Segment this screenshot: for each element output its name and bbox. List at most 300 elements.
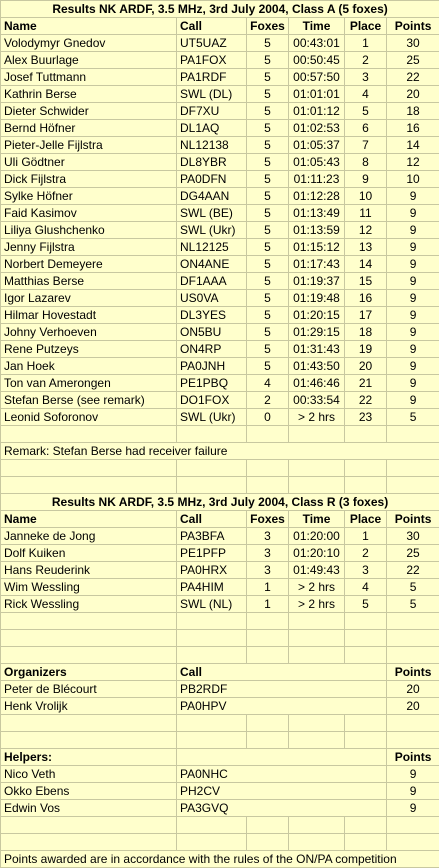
finish-time: > 2 hrs bbox=[289, 596, 345, 613]
foxes-found: 5 bbox=[247, 341, 289, 358]
result-row bbox=[1, 290, 439, 307]
finish-time: 01:49:43 bbox=[289, 562, 345, 579]
competitor-name: Ton van Amerongen bbox=[1, 375, 177, 392]
competitor-call: PA3BFA bbox=[177, 528, 247, 545]
finish-time: 01:29:15 bbox=[289, 324, 345, 341]
organizer-row bbox=[1, 698, 439, 715]
empty-cell bbox=[289, 647, 345, 664]
header-foxes: Foxes bbox=[247, 18, 289, 35]
competitor-call: ON5BU bbox=[177, 324, 247, 341]
empty-cell bbox=[1, 426, 177, 443]
helper-row bbox=[1, 783, 439, 800]
points: 9 bbox=[387, 290, 439, 307]
place: 20 bbox=[345, 358, 387, 375]
place: 3 bbox=[345, 562, 387, 579]
blank-row bbox=[1, 834, 439, 851]
competitor-name: Johny Verhoeven bbox=[1, 324, 177, 341]
empty-cell bbox=[1, 817, 177, 834]
header-place: Place bbox=[345, 511, 387, 528]
competitor-name: Wim Wessling bbox=[1, 579, 177, 596]
helper-points: 9 bbox=[387, 766, 439, 783]
competitor-call: NL12125 bbox=[177, 239, 247, 256]
result-row bbox=[1, 358, 439, 375]
finish-time: > 2 hrs bbox=[289, 579, 345, 596]
empty-cell bbox=[247, 715, 289, 732]
points: 16 bbox=[387, 120, 439, 137]
competitor-name: Bernd Höfner bbox=[1, 120, 177, 137]
finish-time: 01:02:53 bbox=[289, 120, 345, 137]
empty-cell bbox=[345, 732, 387, 749]
points: 10 bbox=[387, 171, 439, 188]
competitor-name: Jenny Fijlstra bbox=[1, 239, 177, 256]
result-row bbox=[1, 545, 439, 562]
helper-call: PA0NHC bbox=[177, 766, 387, 783]
empty-cell bbox=[247, 834, 289, 851]
result-row bbox=[1, 52, 439, 69]
finish-time: 00:50:45 bbox=[289, 52, 345, 69]
helper-row bbox=[1, 800, 439, 817]
place: 2 bbox=[345, 52, 387, 69]
competitor-call: ON4ANE bbox=[177, 256, 247, 273]
empty-cell bbox=[387, 715, 439, 732]
empty-cell bbox=[177, 834, 247, 851]
foxes-found: 5 bbox=[247, 137, 289, 154]
competitor-name: Faid Kasimov bbox=[1, 205, 177, 222]
result-row bbox=[1, 562, 439, 579]
points: 9 bbox=[387, 222, 439, 239]
finish-time: 01:13:49 bbox=[289, 205, 345, 222]
competitor-call: SWL (Ukr) bbox=[177, 222, 247, 239]
helper-row bbox=[1, 766, 439, 783]
place: 15 bbox=[345, 273, 387, 290]
foxes-found: 5 bbox=[247, 171, 289, 188]
header-row bbox=[1, 18, 439, 35]
result-row bbox=[1, 171, 439, 188]
points: 5 bbox=[387, 596, 439, 613]
foxes-found: 5 bbox=[247, 188, 289, 205]
empty-cell bbox=[289, 477, 345, 494]
foxes-found: 5 bbox=[247, 239, 289, 256]
header-call: Call bbox=[177, 18, 247, 35]
finish-time: 01:31:43 bbox=[289, 341, 345, 358]
empty-cell bbox=[1, 477, 177, 494]
empty-cell bbox=[387, 647, 439, 664]
blank-row bbox=[1, 630, 439, 647]
result-row bbox=[1, 409, 439, 426]
points: 5 bbox=[387, 579, 439, 596]
competitor-call: PA4HIM bbox=[177, 579, 247, 596]
empty-cell bbox=[387, 732, 439, 749]
section-title-row bbox=[1, 494, 439, 511]
empty-cell bbox=[289, 426, 345, 443]
empty-cell bbox=[1, 647, 177, 664]
foxes-found: 0 bbox=[247, 409, 289, 426]
result-row bbox=[1, 307, 439, 324]
helper-name: Okko Ebens bbox=[1, 783, 177, 800]
organizer-call: PB2RDF bbox=[177, 681, 387, 698]
header-points: Points bbox=[387, 18, 439, 35]
header-time: Time bbox=[289, 18, 345, 35]
result-row bbox=[1, 205, 439, 222]
place: 6 bbox=[345, 120, 387, 137]
finish-time: 00:33:54 bbox=[289, 392, 345, 409]
place: 11 bbox=[345, 205, 387, 222]
competitor-name: Matthias Berse bbox=[1, 273, 177, 290]
result-row bbox=[1, 86, 439, 103]
points: 14 bbox=[387, 137, 439, 154]
result-row bbox=[1, 239, 439, 256]
competitor-call: US0VA bbox=[177, 290, 247, 307]
blank-row bbox=[1, 715, 439, 732]
result-row bbox=[1, 273, 439, 290]
finish-time: 01:19:48 bbox=[289, 290, 345, 307]
helpers-points-header: Points bbox=[387, 749, 439, 766]
competitor-call: PE1PFP bbox=[177, 545, 247, 562]
result-row bbox=[1, 596, 439, 613]
organizer-call: PA0HPV bbox=[177, 698, 387, 715]
organizer-points: 20 bbox=[387, 681, 439, 698]
points: 9 bbox=[387, 358, 439, 375]
points: 9 bbox=[387, 307, 439, 324]
helper-points: 9 bbox=[387, 783, 439, 800]
header-name: Name bbox=[1, 18, 177, 35]
place: 1 bbox=[345, 35, 387, 52]
result-row bbox=[1, 324, 439, 341]
competitor-name: Alex Buurlage bbox=[1, 52, 177, 69]
foxes-found: 5 bbox=[247, 358, 289, 375]
empty-cell bbox=[345, 460, 387, 477]
foxes-found: 2 bbox=[247, 392, 289, 409]
empty-cell bbox=[289, 817, 345, 834]
helper-points: 9 bbox=[387, 800, 439, 817]
empty-cell bbox=[177, 630, 247, 647]
finish-time: 01:43:50 bbox=[289, 358, 345, 375]
organizers-header-row bbox=[1, 664, 439, 681]
section-title-row bbox=[1, 1, 439, 18]
empty-cell bbox=[387, 426, 439, 443]
points: 9 bbox=[387, 324, 439, 341]
helper-name: Edwin Vos bbox=[1, 800, 177, 817]
empty-cell bbox=[177, 647, 247, 664]
competitor-name: Kathrin Berse bbox=[1, 86, 177, 103]
finish-time: 01:15:12 bbox=[289, 239, 345, 256]
empty-cell bbox=[1, 732, 177, 749]
place: 3 bbox=[345, 69, 387, 86]
result-row bbox=[1, 341, 439, 358]
empty-cell bbox=[1, 834, 177, 851]
helpers-label: Helpers: bbox=[1, 749, 177, 766]
points: 9 bbox=[387, 273, 439, 290]
competitor-name: Pieter-Jelle Fijlstra bbox=[1, 137, 177, 154]
empty-cell bbox=[387, 613, 439, 630]
header-name: Name bbox=[1, 511, 177, 528]
foxes-found: 5 bbox=[247, 324, 289, 341]
place: 5 bbox=[345, 596, 387, 613]
finish-time: 01:46:46 bbox=[289, 375, 345, 392]
place: 4 bbox=[345, 86, 387, 103]
empty-cell bbox=[345, 817, 387, 834]
competitor-name: Uli Gödtner bbox=[1, 154, 177, 171]
finish-time: 01:12:28 bbox=[289, 188, 345, 205]
points: 12 bbox=[387, 154, 439, 171]
footer-note: Points awarded are in accordance with the rules of the ON/PA competition bbox=[1, 851, 439, 868]
organizer-name: Peter de Blécourt bbox=[1, 681, 177, 698]
competitor-call: PA1FOX bbox=[177, 52, 247, 69]
foxes-found: 5 bbox=[247, 120, 289, 137]
place: 5 bbox=[345, 103, 387, 120]
result-row bbox=[1, 375, 439, 392]
place: 12 bbox=[345, 222, 387, 239]
empty-cell bbox=[177, 426, 247, 443]
foxes-found: 3 bbox=[247, 528, 289, 545]
blank-row bbox=[1, 647, 439, 664]
points: 22 bbox=[387, 69, 439, 86]
empty-cell bbox=[1, 630, 177, 647]
result-row bbox=[1, 579, 439, 596]
competitor-call: UT5UAZ bbox=[177, 35, 247, 52]
result-row bbox=[1, 222, 439, 239]
competitor-call: DL1AQ bbox=[177, 120, 247, 137]
finish-time: 01:11:23 bbox=[289, 171, 345, 188]
finish-time: 01:13:59 bbox=[289, 222, 345, 239]
points: 9 bbox=[387, 392, 439, 409]
empty-cell bbox=[289, 630, 345, 647]
place: 1 bbox=[345, 528, 387, 545]
result-row bbox=[1, 137, 439, 154]
organizers-label: Organizers bbox=[1, 664, 177, 681]
place: 17 bbox=[345, 307, 387, 324]
place: 9 bbox=[345, 171, 387, 188]
foxes-found: 4 bbox=[247, 375, 289, 392]
foxes-found: 5 bbox=[247, 290, 289, 307]
empty-cell bbox=[247, 426, 289, 443]
blank-row bbox=[1, 613, 439, 630]
empty-cell bbox=[387, 460, 439, 477]
competitor-name: Igor Lazarev bbox=[1, 290, 177, 307]
place: 13 bbox=[345, 239, 387, 256]
points: 9 bbox=[387, 205, 439, 222]
competitor-name: Stefan Berse (see remark) bbox=[1, 392, 177, 409]
empty-cell bbox=[177, 732, 247, 749]
competitor-call: DO1FOX bbox=[177, 392, 247, 409]
competitor-call: PE1PBQ bbox=[177, 375, 247, 392]
foxes-found: 3 bbox=[247, 562, 289, 579]
place: 8 bbox=[345, 154, 387, 171]
place: 16 bbox=[345, 290, 387, 307]
empty-cell bbox=[247, 460, 289, 477]
place: 18 bbox=[345, 324, 387, 341]
place: 10 bbox=[345, 188, 387, 205]
points: 30 bbox=[387, 35, 439, 52]
competitor-call: PA0JNH bbox=[177, 358, 247, 375]
finish-time: 00:43:01 bbox=[289, 35, 345, 52]
finish-time: 01:17:43 bbox=[289, 256, 345, 273]
remark-row bbox=[1, 443, 439, 460]
finish-time: > 2 hrs bbox=[289, 409, 345, 426]
header-place: Place bbox=[345, 18, 387, 35]
competitor-name: Volodymyr Gnedov bbox=[1, 35, 177, 52]
empty-cell bbox=[345, 477, 387, 494]
competitor-name: Jan Hoek bbox=[1, 358, 177, 375]
helpers-header-row bbox=[1, 749, 439, 766]
result-row bbox=[1, 256, 439, 273]
blank-row bbox=[1, 477, 439, 494]
empty-cell bbox=[345, 715, 387, 732]
helper-name: Nico Veth bbox=[1, 766, 177, 783]
competitor-call: SWL (DL) bbox=[177, 86, 247, 103]
foxes-found: 5 bbox=[247, 205, 289, 222]
competitor-name: Leonid Soforonov bbox=[1, 409, 177, 426]
organizer-name: Henk Vrolijk bbox=[1, 698, 177, 715]
finish-time: 01:19:37 bbox=[289, 273, 345, 290]
organizer-points: 20 bbox=[387, 698, 439, 715]
competitor-call: SWL (BE) bbox=[177, 205, 247, 222]
empty-cell bbox=[247, 647, 289, 664]
empty-cell bbox=[387, 477, 439, 494]
competitor-call: DL8YBR bbox=[177, 154, 247, 171]
competitor-call: DG4AAN bbox=[177, 188, 247, 205]
empty-cell bbox=[1, 613, 177, 630]
empty-cell bbox=[289, 732, 345, 749]
empty-cell bbox=[177, 613, 247, 630]
empty-cell bbox=[387, 834, 439, 851]
empty-cell bbox=[177, 477, 247, 494]
finish-time: 01:01:01 bbox=[289, 86, 345, 103]
empty-cell bbox=[345, 613, 387, 630]
foxes-found: 5 bbox=[247, 69, 289, 86]
competitor-name: Josef Tuttmann bbox=[1, 69, 177, 86]
empty-cell bbox=[345, 630, 387, 647]
helper-call: PH2CV bbox=[177, 783, 387, 800]
helper-call: PA3GVQ bbox=[177, 800, 387, 817]
blank-row bbox=[1, 460, 439, 477]
result-row bbox=[1, 35, 439, 52]
finish-time: 01:05:43 bbox=[289, 154, 345, 171]
points: 18 bbox=[387, 103, 439, 120]
competitor-call: DF1AAA bbox=[177, 273, 247, 290]
competitor-name: Rene Putzeys bbox=[1, 341, 177, 358]
empty-cell bbox=[289, 460, 345, 477]
points: 25 bbox=[387, 52, 439, 69]
header-time: Time bbox=[289, 511, 345, 528]
organizers-points-header: Points bbox=[387, 664, 439, 681]
place: 2 bbox=[345, 545, 387, 562]
foxes-found: 5 bbox=[247, 154, 289, 171]
competitor-name: Rick Wessling bbox=[1, 596, 177, 613]
competitor-name: Liliya Glushchenko bbox=[1, 222, 177, 239]
competitor-name: Hilmar Hovestadt bbox=[1, 307, 177, 324]
empty-cell bbox=[247, 613, 289, 630]
empty-cell bbox=[387, 817, 439, 834]
points: 9 bbox=[387, 341, 439, 358]
result-row bbox=[1, 154, 439, 171]
empty-cell bbox=[247, 817, 289, 834]
foxes-found: 1 bbox=[247, 579, 289, 596]
foxes-found: 5 bbox=[247, 222, 289, 239]
section-title: Results NK ARDF, 3.5 MHz, 3rd July 2004, Class A (5 foxes) bbox=[1, 1, 439, 18]
empty-cell bbox=[345, 426, 387, 443]
points: 9 bbox=[387, 188, 439, 205]
competitor-call: SWL (NL) bbox=[177, 596, 247, 613]
competitor-call: DF7XU bbox=[177, 103, 247, 120]
competitor-call: ON4RP bbox=[177, 341, 247, 358]
blank-row bbox=[1, 732, 439, 749]
blank-row bbox=[1, 426, 439, 443]
empty-cell bbox=[247, 732, 289, 749]
place: 14 bbox=[345, 256, 387, 273]
foxes-found: 5 bbox=[247, 307, 289, 324]
empty-cell bbox=[247, 630, 289, 647]
competitor-name: Sylke Höfner bbox=[1, 188, 177, 205]
result-row bbox=[1, 103, 439, 120]
section-title: Results NK ARDF, 3.5 MHz, 3rd July 2004, Class R (3 foxes) bbox=[1, 494, 439, 511]
points: 9 bbox=[387, 375, 439, 392]
competitor-name: Janneke de Jong bbox=[1, 528, 177, 545]
competitor-call: DL3YES bbox=[177, 307, 247, 324]
header-foxes: Foxes bbox=[247, 511, 289, 528]
result-row bbox=[1, 120, 439, 137]
footer-row bbox=[1, 851, 439, 868]
place: 21 bbox=[345, 375, 387, 392]
competitor-call: PA0HRX bbox=[177, 562, 247, 579]
empty-cell bbox=[247, 477, 289, 494]
header-points: Points bbox=[387, 511, 439, 528]
result-row bbox=[1, 528, 439, 545]
empty-cell bbox=[1, 715, 177, 732]
header-row bbox=[1, 511, 439, 528]
competitor-call: PA0DFN bbox=[177, 171, 247, 188]
organizers-call-header: Call bbox=[177, 664, 387, 681]
organizer-row bbox=[1, 681, 439, 698]
empty-cell bbox=[177, 749, 387, 766]
points: 30 bbox=[387, 528, 439, 545]
foxes-found: 5 bbox=[247, 86, 289, 103]
empty-cell bbox=[177, 460, 247, 477]
competitor-call: SWL (Ukr) bbox=[177, 409, 247, 426]
points: 5 bbox=[387, 409, 439, 426]
empty-cell bbox=[289, 613, 345, 630]
empty-cell bbox=[1, 460, 177, 477]
competitor-name: Dick Fijlstra bbox=[1, 171, 177, 188]
result-row bbox=[1, 188, 439, 205]
foxes-found: 1 bbox=[247, 596, 289, 613]
competitor-name: Hans Reuderink bbox=[1, 562, 177, 579]
points: 9 bbox=[387, 256, 439, 273]
competitor-call: NL12138 bbox=[177, 137, 247, 154]
foxes-found: 5 bbox=[247, 273, 289, 290]
place: 22 bbox=[345, 392, 387, 409]
empty-cell bbox=[387, 630, 439, 647]
competitor-name: Dolf Kuiken bbox=[1, 545, 177, 562]
foxes-found: 5 bbox=[247, 52, 289, 69]
foxes-found: 3 bbox=[247, 545, 289, 562]
place: 23 bbox=[345, 409, 387, 426]
place: 4 bbox=[345, 579, 387, 596]
finish-time: 01:05:37 bbox=[289, 137, 345, 154]
empty-cell bbox=[289, 834, 345, 851]
empty-cell bbox=[345, 834, 387, 851]
competitor-name: Norbert Demeyere bbox=[1, 256, 177, 273]
points: 25 bbox=[387, 545, 439, 562]
points: 9 bbox=[387, 239, 439, 256]
result-row bbox=[1, 69, 439, 86]
competitor-call: PA1RDF bbox=[177, 69, 247, 86]
foxes-found: 5 bbox=[247, 35, 289, 52]
empty-cell bbox=[177, 817, 247, 834]
place: 19 bbox=[345, 341, 387, 358]
finish-time: 00:57:50 bbox=[289, 69, 345, 86]
competitor-name: Dieter Schwider bbox=[1, 103, 177, 120]
